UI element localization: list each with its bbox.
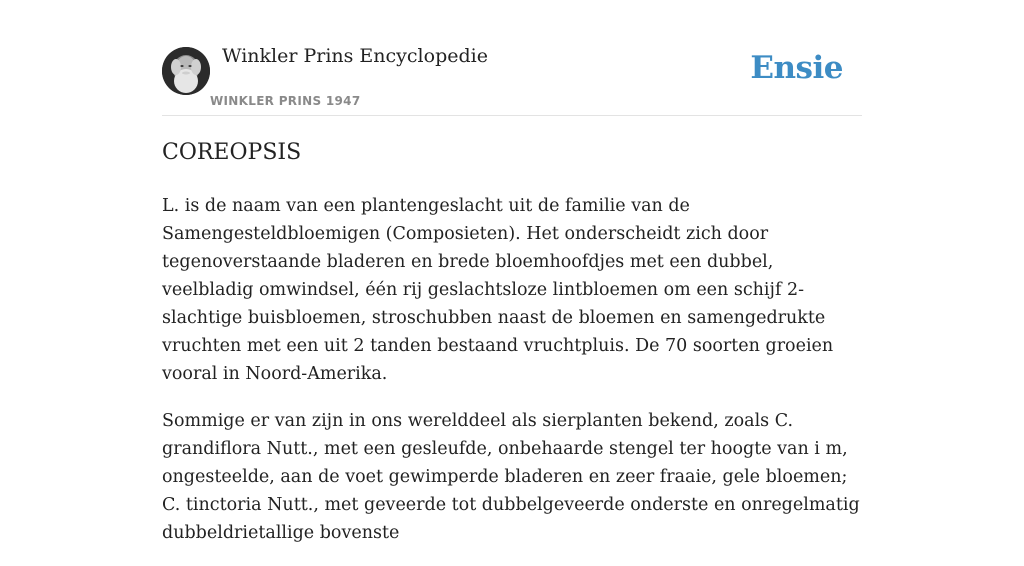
site-subtitle[interactable]: WINKLER PRINS 1947 (210, 94, 361, 108)
article-title: COREOPSIS (162, 140, 302, 165)
bearded-man-portrait-icon (162, 47, 210, 95)
header (162, 0, 862, 116)
site-title[interactable]: Winkler Prins Encyclopedie (222, 45, 488, 67)
brand-logo[interactable]: Ensie (750, 50, 843, 86)
avatar[interactable] (162, 47, 210, 95)
article-body (162, 192, 862, 566)
article-paragraph: Sommige er van zijn in ons werelddeel als sierplanten bekend, zoals C. grandiflora Nutt., met een gesleufde, onbehaarde stengel ter hoogte van i m, ongesteelde, aan de voet gewimperde bladeren en zeer fraaie, gele bloemen; C. tinctoria Nutt., met geveerde tot dubbelgeveerde onderste en onregelmatig dubbeldrietallige bovenste (162, 411, 860, 543)
article-paragraph: L. is de naam van een plantengeslacht uit de familie van de Samengesteldbloemigen (Composieten). Het onderscheidt zich door tegenoverstaande bladeren en brede bloemhoofdjes met een dubbel, veelbladig omwindsel, één rij geslachtsloze lintbloemen om een schijf 2-slachtige buisbloemen, stroschubben naast de bloemen en samengedrukte vruchten met een uit 2 tanden bestaand vruchtpluis. De 70 soorten groeien vooral in Noord-Amerika. (162, 196, 834, 384)
page (162, 0, 862, 543)
